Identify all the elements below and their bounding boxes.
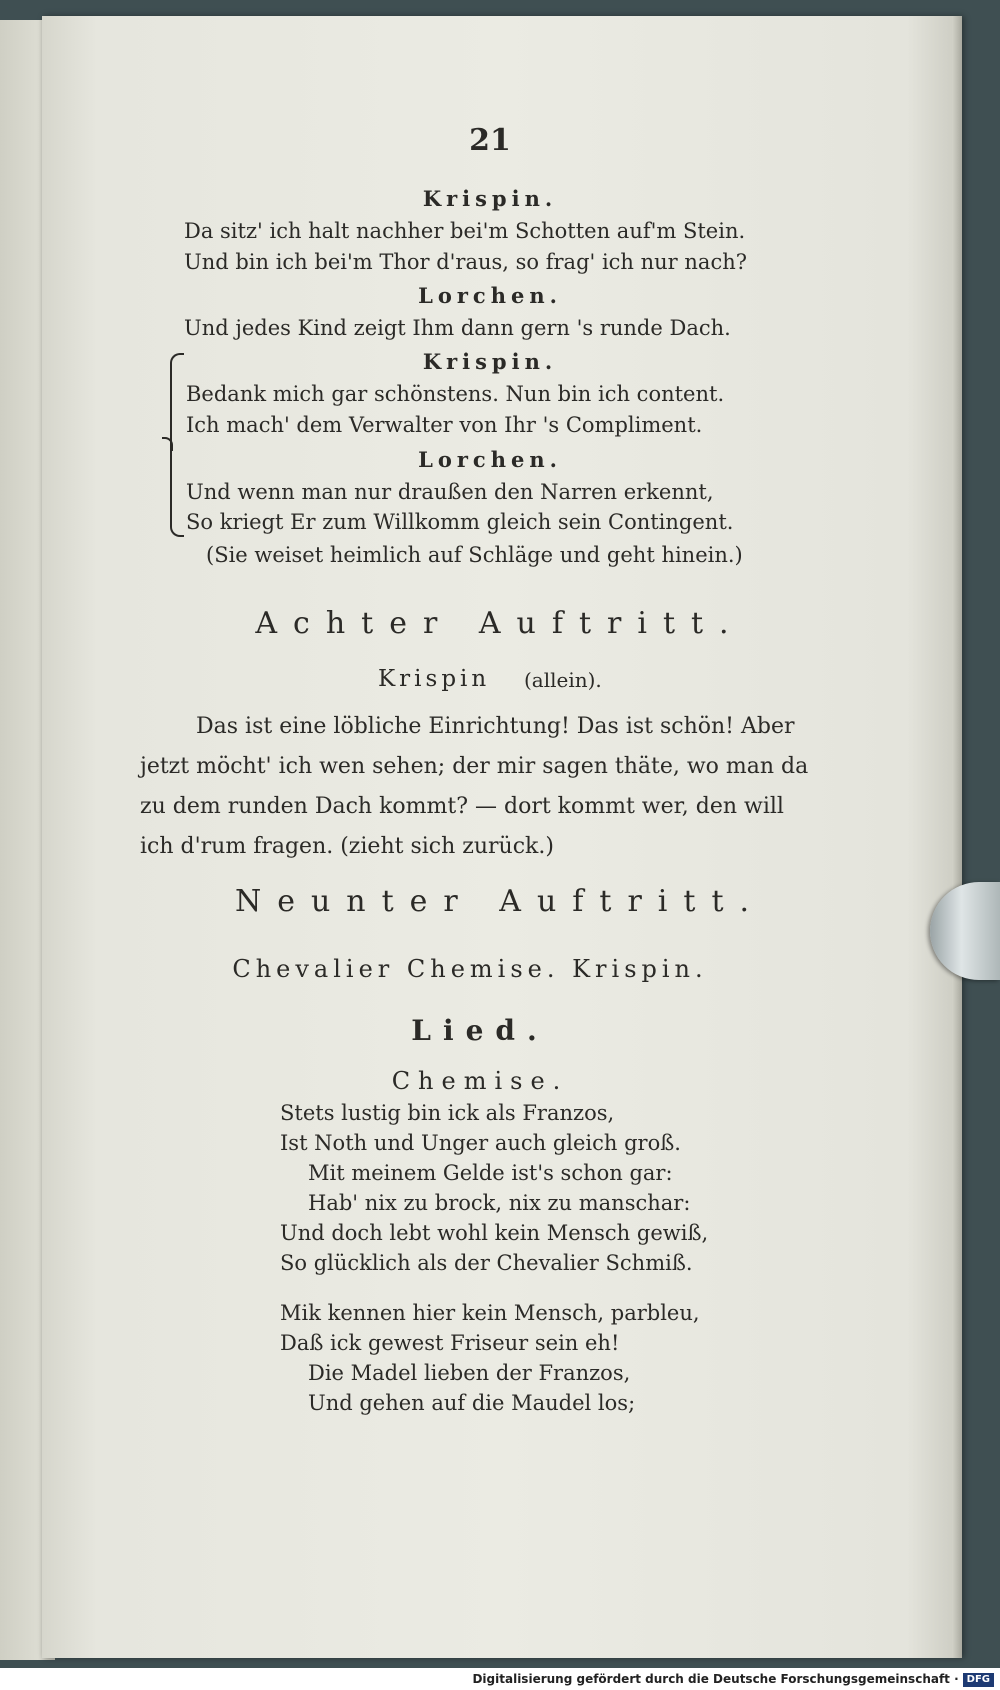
verse-line: Und jedes Kind zeigt Ihm dann gern 's runde Dach. [184,316,731,340]
speaker-note: (allein). [524,668,602,692]
song-line: So glücklich als der Chevalier Schmiß. [280,1251,693,1275]
song-line: Hab' nix zu brock, nix zu manschar: [308,1191,691,1215]
song-singer: Chemise. [391,1067,569,1095]
digitization-footer [0,1668,1000,1690]
bracket-brace [170,353,184,537]
song-line: Die Madel lieben der Franzos, [308,1361,631,1385]
verse-line: Und bin ich bei'm Thor d'raus, so frag' ich nur nach? [184,250,747,274]
speaker-krispin-2: Krispin. [422,349,558,374]
page-edge-shadow [952,16,962,1658]
song-line: Daß ick gewest Friseur sein eh! [280,1331,620,1355]
page-number: 21 [469,123,511,158]
song-line: Und doch lebt wohl kein Mensch gewiß, [280,1221,709,1245]
scene-heading-8: Achter Auftritt. [255,606,745,641]
verse-line: Bedank mich gar schönstens. Nun bin ich content. [186,382,725,406]
song-line: Stets lustig bin ick als Franzos, [280,1101,615,1125]
song-line: Mit meinem Gelde ist's schon gar: [308,1161,673,1185]
prose-line: zu dem runden Dach kommt? — dort kommt wer, den will [140,794,784,819]
song-line: Ist Noth und Unger auch gleich groß. [280,1131,681,1155]
speaker-lorchen-2: Lorchen. [418,447,562,472]
song-title: Lied. [411,1014,549,1047]
verse-line: Da sitz' ich halt nachher bei'm Schotten auf'm Stein. [184,219,746,243]
verse-line: Und wenn man nur draußen den Narren erkennt, [186,480,714,504]
speaker-lorchen-1: Lorchen. [418,283,562,308]
song-line: Mik kennen hier kein Mensch, parbleu, [280,1301,700,1325]
footer-credit: Digitalisierung gefördert durch die Deutsche Forschungsgemeinschaft · [472,1672,959,1686]
dfg-logo: DFG [963,1673,994,1687]
prose-line: jetzt möcht' ich wen sehen; der mir sagen thäte, wo man da [140,754,809,779]
stage-direction: (Sie weiset heimlich auf Schläge und geht hinein.) [206,543,743,567]
prose-line: Das ist eine löbliche Einrichtung! Das ist schön! Aber [196,714,795,739]
cast-list: Chevalier Chemise. Krispin. [232,955,708,983]
prose-line: ich d'rum fragen. (zieht sich zurück.) [140,834,554,859]
song-line: Und gehen auf die Maudel los; [308,1391,636,1415]
speaker-krispin-3: Krispin [378,666,491,692]
verse-line: Ich mach' dem Verwalter von Ihr 's Compliment. [186,413,703,437]
verse-line: So kriegt Er zum Willkomm gleich sein Contingent. [186,510,734,534]
scene-heading-9: Neunter Auftritt. [234,884,766,919]
speaker-krispin-1: Krispin. [422,186,558,211]
